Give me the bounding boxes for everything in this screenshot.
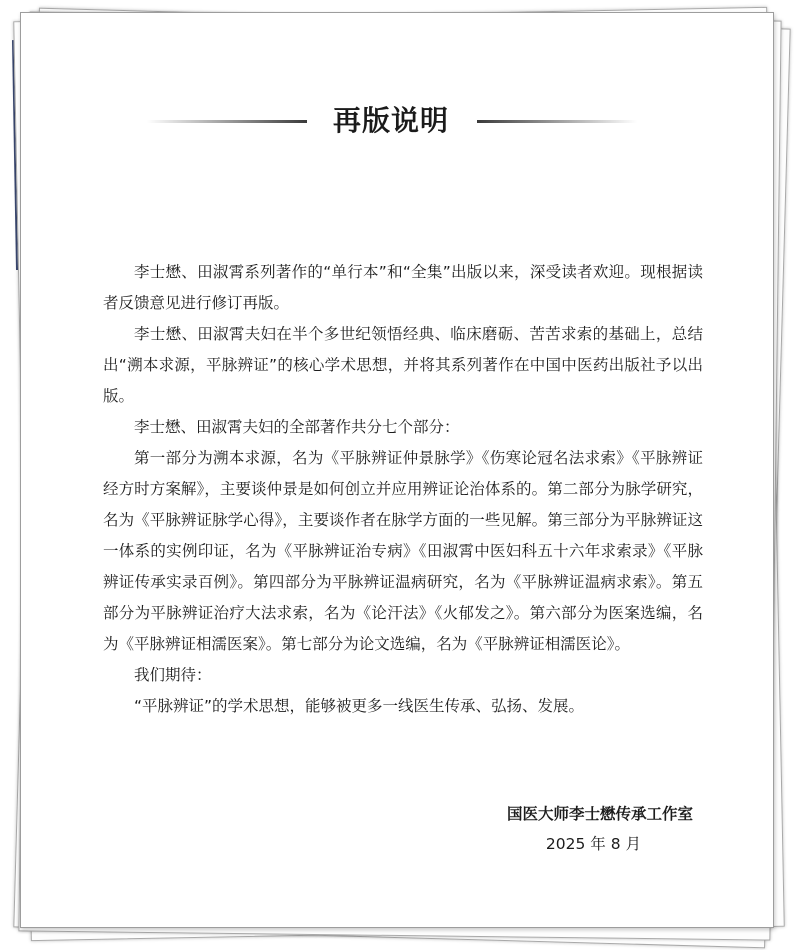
paragraph: 第一部分为溯本求源，名为《平脉辨证仲景脉学》《伤寒论冠名法求索》《平脉辨证经方时方案解》，主要谈仲景是如何创立并应用辨证论治体系的。第二部分为脉学研究，名为《平脉辨证脉学心得》，主要谈作者在脉学方面的一些见解。第三部分为平脉辨证这一体系的实例印证，名为《平脉辨证治专病》《田淑霄中医妇科五十六年求索录》《平脉辨证传承实录百例》。第四部分为平脉辨证温病研究，名为《平脉辨证温病求索》。第五部分为平脉辨证治疗大法求索，名为《论汗法》《火郁发之》。第六部分为医案选编，名为《平脉辨证相濡医案》。第七部分为论文选编，名为《平脉辨证相濡医论》。 (103, 449, 703, 653)
signature-block (507, 799, 693, 859)
paragraph: 我们期待： (134, 666, 212, 684)
document-body (103, 257, 703, 722)
paragraph: 李士懋、田淑霄系列著作的“单行本”和“全集”出版以来，深受读者欢迎。现根据读者反馈意见进行修订再版。 (103, 263, 703, 312)
page-title: 再版说明 (332, 104, 449, 137)
paragraph: 李士懋、田淑霄夫妇在半个多世纪领悟经典、临床磨砺、苦苦求索的基础上，总结出“溯本求源，平脉辨证”的核心学术思想，并将其系列著作在中国中医药出版社予以出版。 (103, 325, 703, 405)
title-block (21, 95, 773, 145)
title-divider-left (147, 120, 307, 123)
paragraph: 李士懋、田淑霄夫妇的全部著作共分七个部分： (134, 418, 460, 436)
document-page (20, 12, 774, 928)
signature-organization: 国医大师李士懋传承工作室 (506, 805, 693, 823)
title-divider-right (477, 120, 637, 123)
paragraph: “平脉辨证”的学术思想，能够被更多一线医生传承、弘扬、发展。 (134, 697, 585, 715)
signature-date: 2025 年 8 月 (545, 835, 641, 853)
